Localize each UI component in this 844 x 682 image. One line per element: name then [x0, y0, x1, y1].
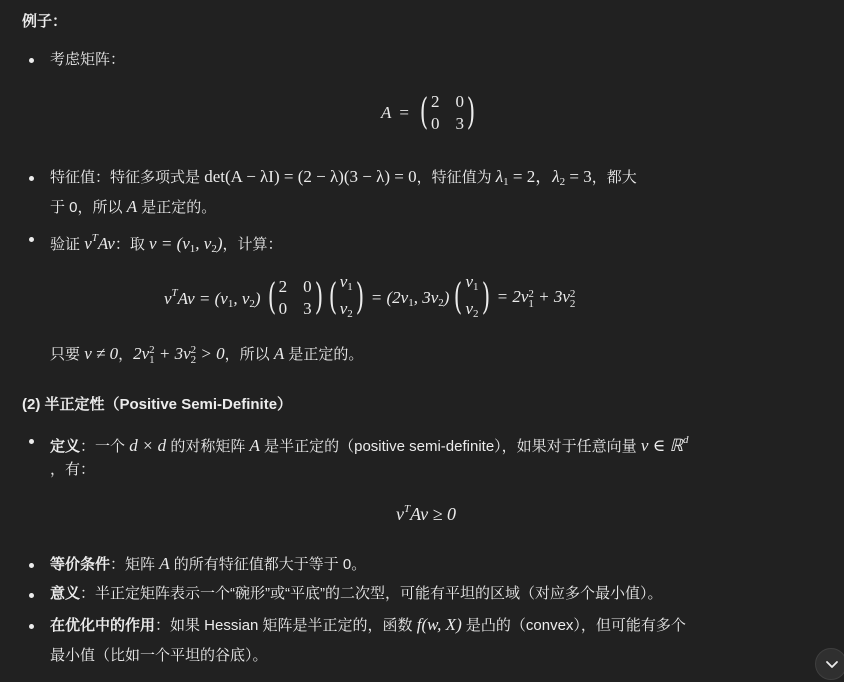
matrix-cell: 0: [455, 92, 465, 111]
matrix-a: [417, 92, 478, 134]
item-eigenvalues-line1: [50, 166, 637, 193]
equals-sign: =: [399, 103, 409, 122]
lambda-1: $\lambda_1$: [495, 167, 509, 188]
lambda-1-value: = 2，: [508, 167, 553, 186]
left-paren: (: [419, 92, 429, 133]
bullet-marker: [29, 563, 34, 568]
meaning-label: 意义: [50, 585, 81, 602]
item-consider-matrix: 考虑矩阵：: [50, 51, 126, 68]
condition-label: 等价条件: [50, 556, 111, 573]
matrix-cell: 0: [431, 114, 440, 133]
matrix-a-lhs: A: [381, 103, 392, 122]
bullet-marker: [29, 439, 34, 444]
bullet-marker: [29, 237, 34, 242]
matrix-a-equation: [381, 92, 478, 134]
vtav-expr: $v^TAv$: [84, 232, 115, 253]
vtav-expansion-equation: $v^TAv = (v_1$, $v_2$) ( 2 0 0 3 ) ( $v_1$ $v_2$ ) = ($2v_1$, $3v_2$) ( $v_1$ $v_2$ ) = 2v 2 1 + 3v 2 2: [164, 272, 575, 324]
item-optimization-line1: 在优化中的作用：如果 Hessian 矩阵是半正定的，函数 f(w, X) 是凸的（convex），但可能有多个: [50, 615, 686, 634]
section-semi-definite-heading: (2) 半正定性（Positive Semi-Definite）: [22, 396, 293, 413]
char-polynomial: det(A − λI) = (2 − λ)(3 − λ) = 0: [204, 167, 417, 186]
scroll-down-button[interactable]: [815, 648, 844, 680]
eigen-mid: ，特征值为: [416, 169, 492, 186]
positive-definite-note: 只要 v ≠ 0，2v 2 1 + 3v 2 2 > 0，所以 A 是正定的。: [50, 344, 364, 367]
vtav-nonneg-equation: $v^TAv \ge 0$: [396, 503, 456, 524]
bullet-marker: [29, 58, 34, 63]
chevron-down-icon: [825, 659, 839, 671]
var-a: A: [126, 197, 138, 216]
bullet-marker: [29, 593, 34, 598]
right-paren: ): [466, 92, 476, 133]
item-verify: 验证 $v^TAv$：取 $v = (v_1$, $v_2$)，计算：: [50, 232, 283, 255]
item-equivalent-condition: 等价条件：矩阵 A 的所有特征值都大于等于 0。: [50, 554, 367, 573]
vector-v-result: ( $v_1$ $v_2$ ): [454, 272, 490, 320]
definition-label: 定义: [50, 438, 81, 455]
lambda-2: $\lambda_2$: [552, 167, 566, 188]
item-optimization-line2: 最小值（比如一个平坦的谷底）。: [50, 647, 268, 664]
matrix-cell: 3: [455, 114, 465, 133]
item-definition-line1: 定义：一个 d × d 的对称矩阵 A 是半正定的（positive semi-definite），如果对于任意向量 v ∈ ℝ$^d$: [50, 434, 689, 455]
bullet-marker: [29, 624, 34, 629]
eigen-suffix: ，都大: [591, 169, 637, 186]
lambda-2-value: = 3: [565, 167, 592, 186]
optimization-label: 在优化中的作用: [50, 617, 156, 634]
eigen-prefix: 特征值：特征多项式是: [50, 169, 201, 186]
item-definition-line2: ，有：: [50, 461, 96, 478]
example-heading: 例子：: [22, 13, 68, 30]
matrix-cell: 2: [431, 92, 440, 111]
matrix-inline: ( 2 0 0 3 ): [267, 277, 323, 318]
bullet-marker: [29, 176, 34, 181]
item-eigenvalues-line2: 于 0，所以 A 是正定的。: [50, 197, 217, 216]
v-definition: $v = (v_1$, $v_2$): [149, 234, 223, 255]
vector-v: ( $v_1$ $v_2$ ): [328, 272, 364, 320]
item-meaning: 意义：半正定矩阵表示一个“碗形”或“平底”的二次型，可能有平坦的区域（对应多个最小值）。: [50, 585, 663, 602]
